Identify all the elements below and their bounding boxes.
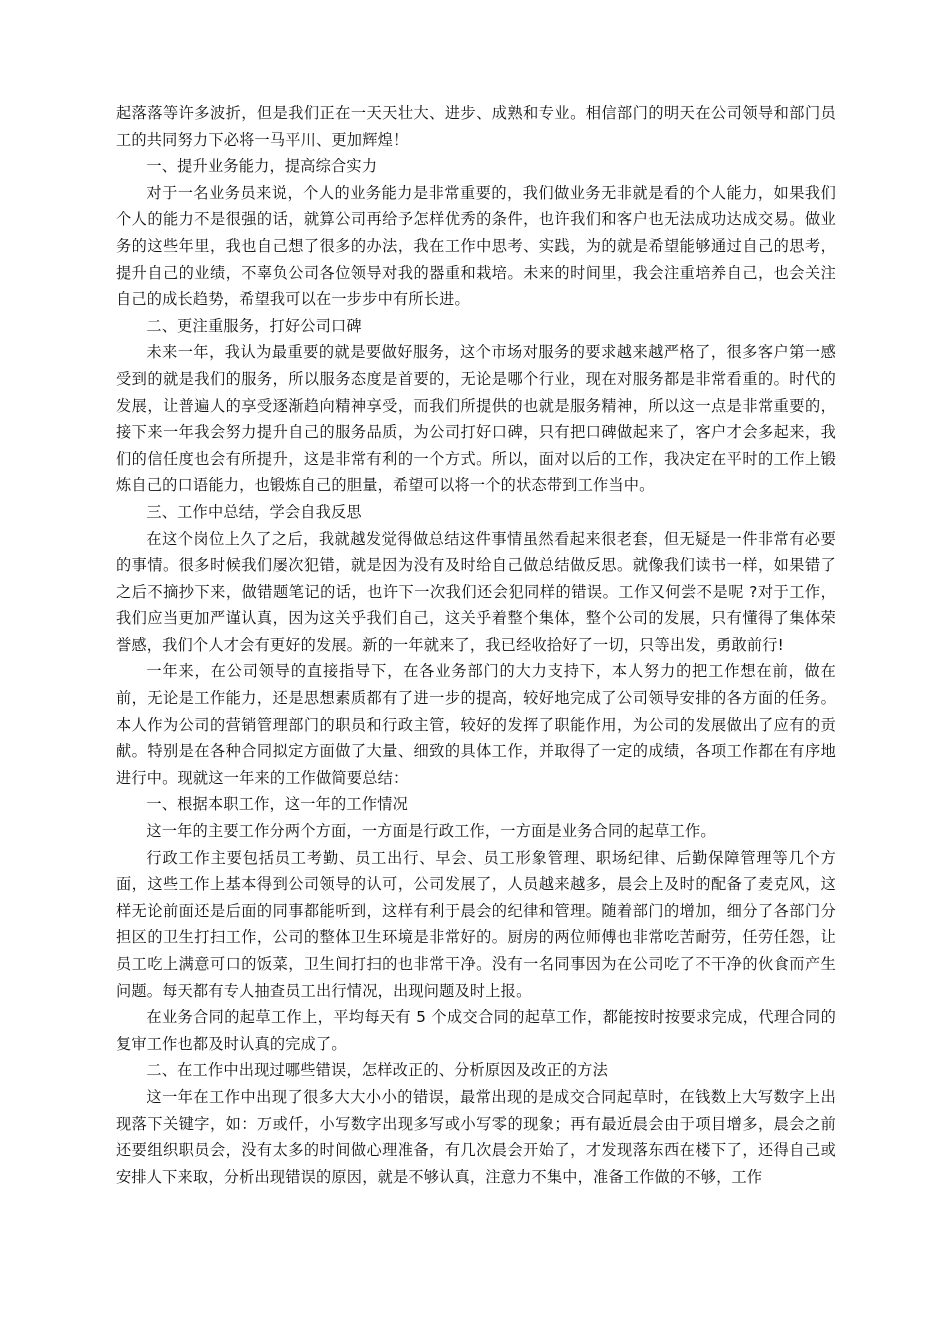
section-heading: 二、更注重服务，打好公司口碑 — [146, 316, 362, 335]
section-heading: 一、根据本职工作，这一年的工作情况 — [146, 795, 408, 814]
paragraph: 对于一名业务员来说，个人的业务能力是非常重要的，我们做业务无非就是看的个人能力，如果我们个人的能力不是很强的话，就算公司再给予怎样优秀的条件，也许我们和客户也无法成功达成交易。做业务的这些年里，我也自己想了很多的办法，我在工作中思考、实践，为的就是希望能够通过自己的思考，提升自己的业绩，不辜负公司各位领导对我的器重和栽培。未来的时间里，我会注重培养自己，也会关注自己的成长趋势，希望我可以在一步步中有所长进。 — [116, 183, 836, 309]
document-body — [116, 100, 836, 1190]
section-heading: 二、在工作中出现过哪些错误，怎样改正的、分析原因及改正的方法 — [146, 1061, 609, 1080]
paragraph: 这一年的主要工作分两个方面，一方面是行政工作，一方面是业务合同的起草工作。 — [146, 822, 716, 841]
paragraph: 这一年在工作中出现了很多大大小小的错误，最常出现的是成交合同起草时，在钱数上大写数字上出现落下关键字，如：万或仟，小写数字出现多写或小写零的现象；再有最近晨会由于项目增多，晨会之前还要组织职员会，没有太多的时间做心理准备，有几次晨会开始了，才发现落东西在楼下了，还得自己或安排人下来取，分析出现错误的原因，就是不够认真，注意力不集中，准备工作做的不够，工作 — [116, 1087, 836, 1186]
paragraph: 行政工作主要包括员工考勤、员工出行、早会、员工形象管理、职场纪律、后勤保障管理等几个方面，这些工作上基本得到公司领导的认可，公司发展了，人员越来越多，晨会上及时的配备了麦克风，这样无论前面还是后面的同事都能听到，这样有利于晨会的纪律和管理。随着部门的增加，细分了各部门分担区的卫生打扫工作，公司的整体卫生环境是非常好的。厨房的两位师傅也非常吃苦耐劳，任劳任怨，让员工吃上满意可口的饭菜，卫生间打扫的也非常干净。没有一名同事因为在公司吃了不干净的伙食而产生问题。每天都有专人抽查员工出行情况，出现问题及时上报。 — [116, 848, 836, 1000]
paragraph: 起落落等许多波折，但是我们正在一天天壮大、进步、成熟和专业。相信部门的明天在公司领导和部门员工的共同努力下必将一马平川、更加辉煌！ — [116, 104, 836, 149]
section-heading: 三、工作中总结，学会自我反思 — [146, 502, 362, 521]
paragraph: 未来一年，我认为最重要的就是要做好服务，这个市场对服务的要求越来越严格了，很多客户第一感受到的就是我们的服务，所以服务态度是首要的，无论是哪个行业，现在对服务都是非常看重的。时代的发展，让普遍人的享受逐渐趋向精神享受，而我们所提供的也就是服务精神，所以这一点是非常重要的，接下来一年我会努力提升自己的服务品质，为公司打好口碑，只有把口碑做起来了，客户才会多起来，我们的信任度也会有所提升，这是非常有利的一个方式。所以，面对以后的工作，我决定在平时的工作上锻炼自己的口语能力，也锻炼自己的胆量，希望可以将一个的状态带到工作当中。 — [116, 343, 836, 495]
paragraph: 一年来，在公司领导的直接指导下，在各业务部门的大力支持下，本人努力的把工作想在前，做在前，无论是工作能力，还是思想素质都有了进一步的提高，较好地完成了公司领导安排的各方面的任务。本人作为公司的营销管理部门的职员和行政主管，较好的发挥了职能作用，为公司的发展做出了应有的贡献。特别是在各种合同拟定方面做了大量、细致的具体工作，并取得了一定的成绩，各项工作都在有序地进行中。现就这一年来的工作做简要总结： — [116, 662, 836, 787]
section-heading: 一、提升业务能力，提高综合实力 — [146, 157, 378, 176]
paragraph: 在这个岗位上久了之后，我就越发觉得做总结这件事情虽然看起来很老套，但无疑是一件非常有必要的事情。很多时候我们屡次犯错，就是因为没有及时给自己做总结做反思。就像我们读书一样，如果错了之后不摘抄下来，做错题笔记的话，也许下一次我们还会犯同样的错误。工作又何尝不是呢 ?对于工作，我们应当更加严谨认真，因为这关乎我们自己，这关乎着整个集体，整个公司的发展，只有懂得了集体荣誉感，我们个人才会有更好的发展。新的一年就来了，我已经收拾好了一切，只等出发，勇敢前行! — [116, 529, 836, 654]
paragraph: 在业务合同的起草工作上，平均每天有 5 个成交合同的起草工作，都能按时按要求完成，代理合同的复审工作也都及时认真的完成了。 — [116, 1008, 836, 1053]
